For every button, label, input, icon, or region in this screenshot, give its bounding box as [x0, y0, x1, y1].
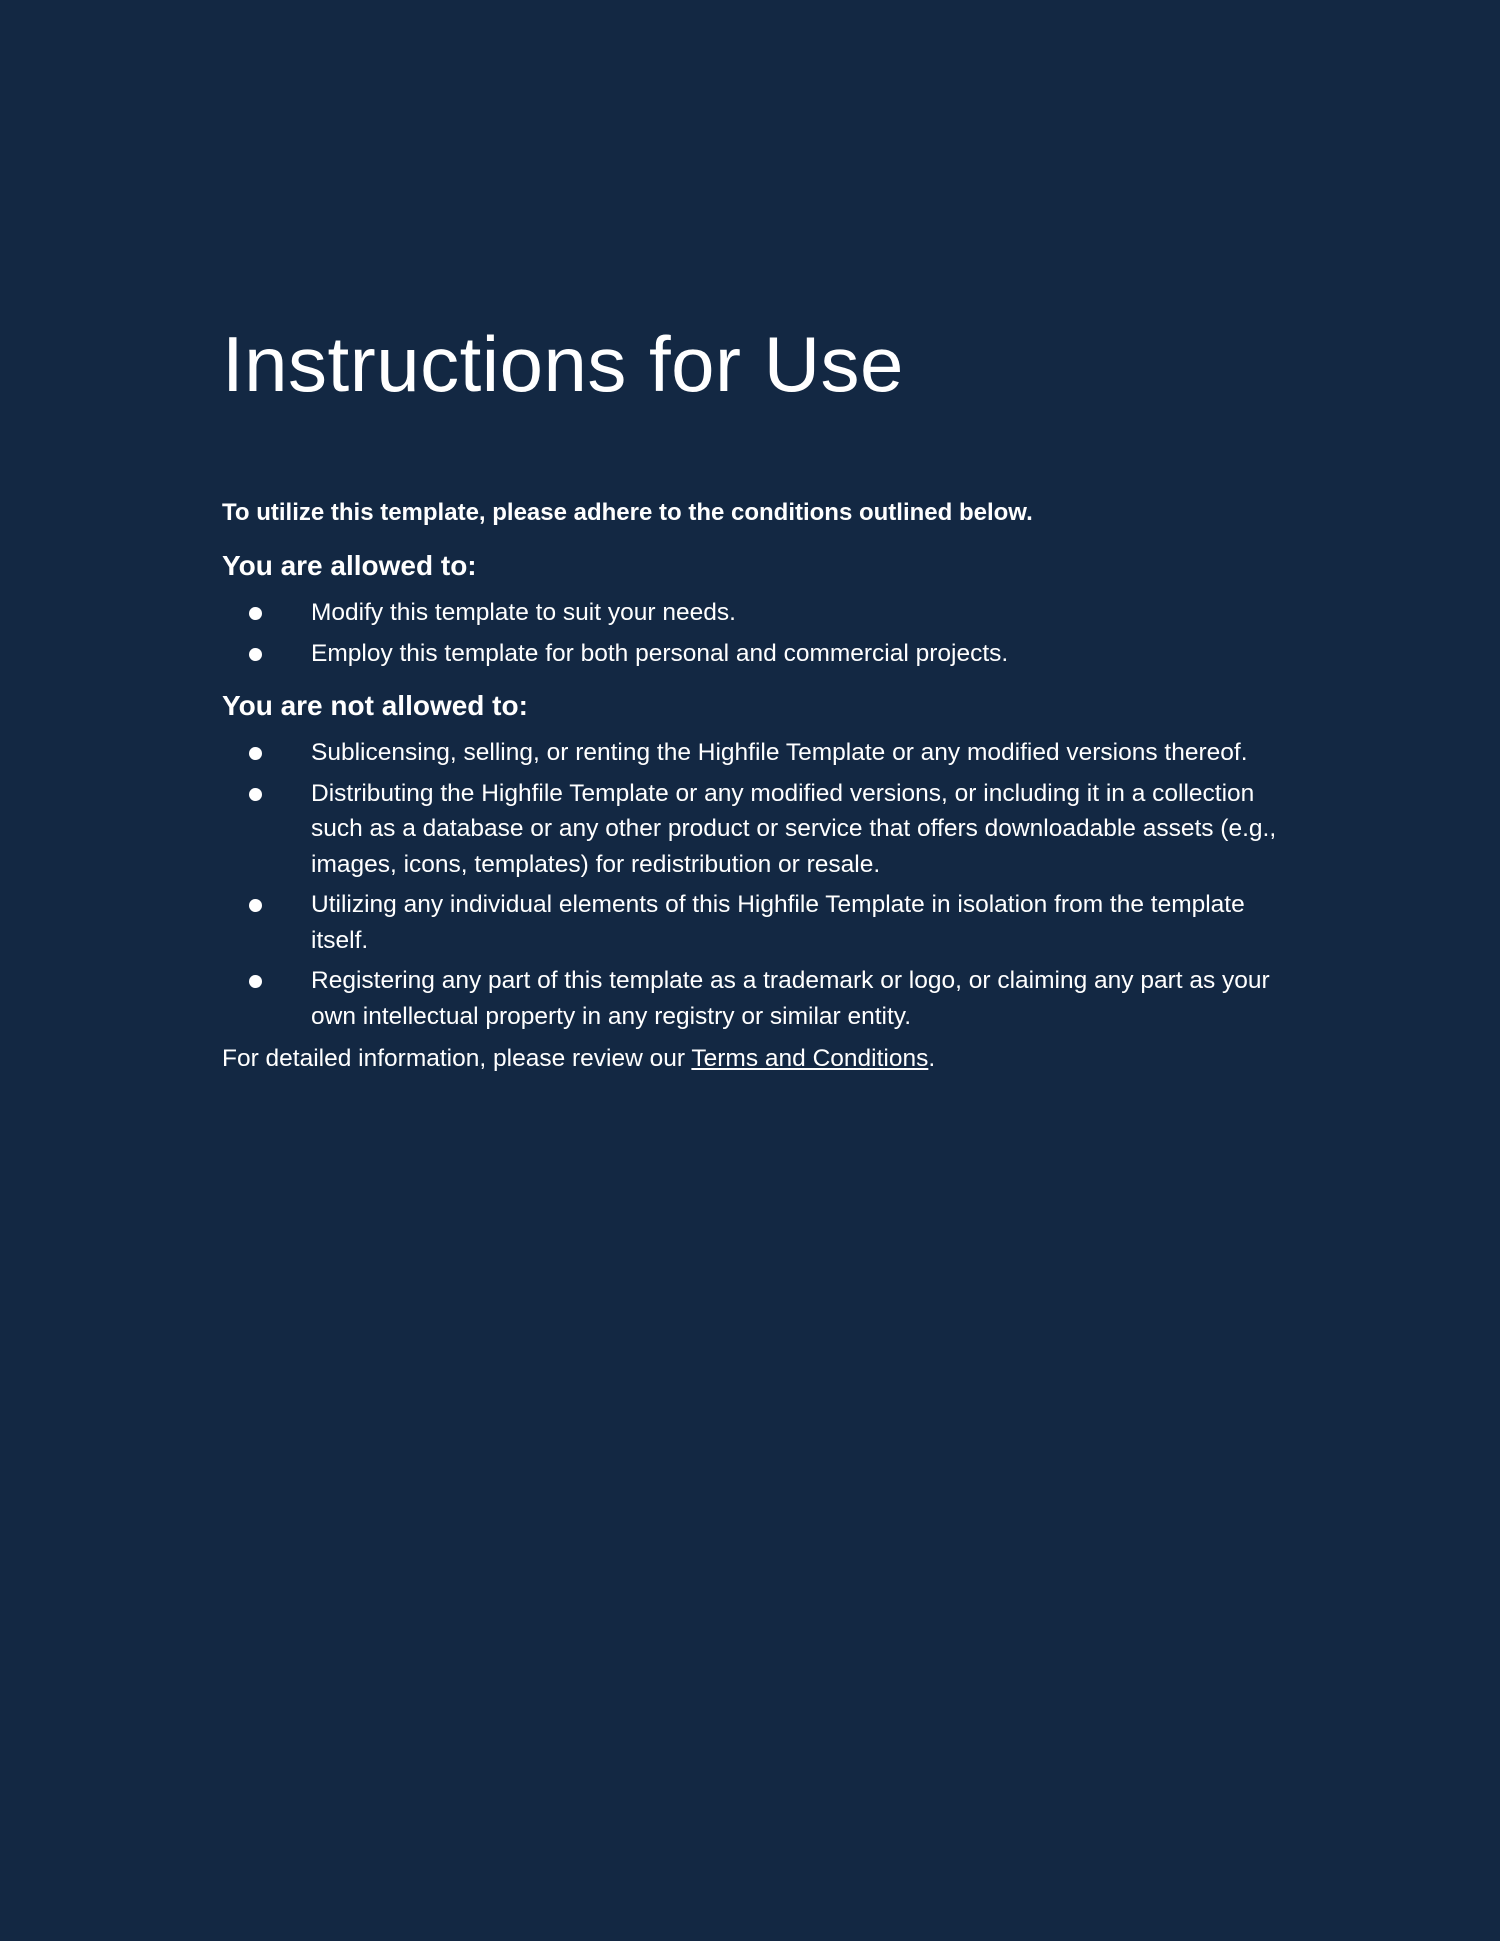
not-allowed-list-item	[222, 776, 1282, 883]
not-allowed-list	[222, 735, 1282, 1034]
not-allowed-item-text: Utilizing any individual elements of this Highfile Template in isolation from the template itself.	[311, 891, 1245, 954]
allowed-heading: You are allowed to:	[222, 550, 477, 581]
not-allowed-item-text: Distributing the Highfile Template or any modified versions, or including it in a collection such as a database or any other product or service that offers downloadable assets (e.g., images, icons, templates) for redistribution or resale.	[311, 779, 1277, 878]
not-allowed-heading: You are not allowed to:	[222, 690, 528, 721]
not-allowed-item-text: Sublicensing, selling, or renting the Highfile Template or any modified versions thereof.	[311, 739, 1248, 766]
terms-note-prefix: For detailed information, please review our	[222, 1045, 692, 1072]
page-title: Instructions for Use	[222, 320, 904, 408]
terms-note	[222, 1041, 1282, 1077]
allowed-list	[222, 595, 1282, 671]
bullet-icon	[249, 648, 262, 661]
bullet-icon	[249, 747, 262, 760]
allowed-item-text: Modify this template to suit your needs.	[311, 599, 736, 626]
terms-and-conditions-link[interactable]: Terms and Conditions	[691, 1045, 929, 1072]
intro-text: To utilize this template, please adhere to the conditions outlined below.	[222, 499, 1033, 526]
allowed-list-item	[222, 636, 1282, 672]
document-content	[222, 495, 1282, 1077]
bullet-icon	[249, 899, 262, 912]
not-allowed-item-text: Registering any part of this template as a trademark or logo, or claiming any part as your own intellectual property in any registry or similar entity.	[311, 967, 1270, 1030]
not-allowed-list-item	[222, 887, 1282, 958]
bullet-icon	[249, 607, 262, 620]
not-allowed-list-item	[222, 735, 1282, 771]
terms-note-suffix: .	[928, 1045, 936, 1072]
allowed-list-item	[222, 595, 1282, 631]
allowed-item-text: Employ this template for both personal and commercial projects.	[311, 639, 1009, 667]
bullet-icon	[249, 788, 262, 801]
bullet-icon	[249, 975, 262, 988]
not-allowed-list-item	[222, 963, 1282, 1034]
